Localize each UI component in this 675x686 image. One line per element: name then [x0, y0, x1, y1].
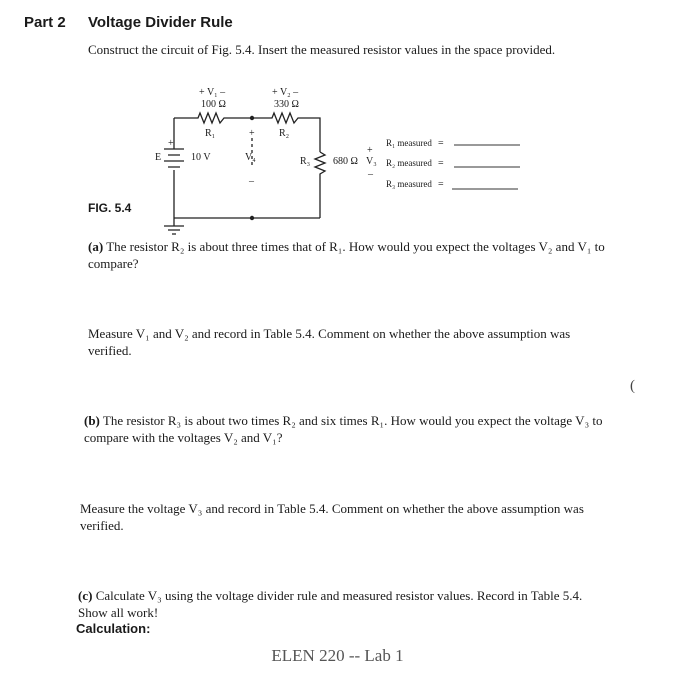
section-title: Voltage Divider Rule	[88, 14, 233, 31]
r3-value: 680 Ω	[333, 156, 358, 167]
source-label: E	[155, 152, 162, 163]
v4-plus: +	[249, 128, 255, 139]
v4-label: V₄	[245, 152, 256, 163]
battery-icon	[164, 149, 184, 167]
question-b-lead: (b)	[84, 413, 100, 428]
r1-measured-label: R₁ measured	[386, 138, 432, 148]
question-a-measure: Measure V₁ and V₂ and record in Table 5.4. Comment on whether the above assumption was verified.	[88, 326, 571, 358]
question-c	[78, 587, 598, 621]
v3-label: V₃	[366, 156, 377, 167]
question-b	[84, 412, 604, 446]
v4-minus: –	[249, 176, 254, 187]
question-c-text: Calculate V₃ using the voltage divider rule and measured resistor values. Record in Table 5.4. Show all work!	[78, 588, 583, 620]
v4-top-node	[250, 116, 254, 120]
v1-polarity: + V₁ –	[199, 87, 226, 98]
r1-value: 100 Ω	[201, 99, 226, 110]
page-footer: ELEN 220 -- Lab 1	[271, 646, 404, 665]
source-plus: +	[168, 138, 174, 149]
ground-icon	[164, 218, 184, 234]
r2-label: R₂	[279, 128, 290, 139]
r1-measured-eq: =	[438, 138, 444, 149]
figure-label: FIG. 5.4	[88, 201, 132, 215]
r2-value: 330 Ω	[274, 99, 299, 110]
margin-mark: (	[630, 378, 635, 394]
r2-measured-label: R₂ measured	[386, 158, 432, 168]
question-b-text: The resistor R₃ is about two times R₂ and six times R₁. How would you expect the voltage V₃ to compare with the voltages V₂ and V₁?	[84, 413, 603, 445]
question-a	[88, 238, 608, 272]
r1-label: R₁	[205, 128, 216, 139]
r3-measured-eq: =	[438, 179, 444, 190]
question-b-measure: Measure the voltage V₃ and record in Table 5.4. Comment on whether the above assumption was verified.	[80, 501, 584, 533]
r3-measured-label: R₃ measured	[386, 179, 432, 189]
part-label: Part 2	[24, 14, 66, 31]
top-wire	[174, 113, 320, 152]
question-a-text: The resistor R₂ is about three times that of R₁. How would you expect the voltages V₂ and V₁ to compare?	[88, 239, 605, 271]
r2-measured-eq: =	[438, 158, 444, 169]
question-c-lead: (c)	[78, 588, 93, 603]
question-a-lead: (a)	[88, 239, 104, 254]
calculation-label: Calculation:	[76, 621, 151, 636]
v3-minus: –	[368, 169, 373, 180]
instruction-text: Construct the circuit of Fig. 5.4. Insert the measured resistor values in the space provided.	[88, 42, 556, 57]
source-value: 10 V	[191, 152, 211, 163]
r3-label: R₃	[300, 156, 311, 167]
v3-plus: +	[367, 145, 373, 156]
r3-resistor	[315, 152, 325, 218]
v2-polarity: + V₂ –	[272, 87, 299, 98]
v4-bottom-node	[250, 216, 254, 220]
